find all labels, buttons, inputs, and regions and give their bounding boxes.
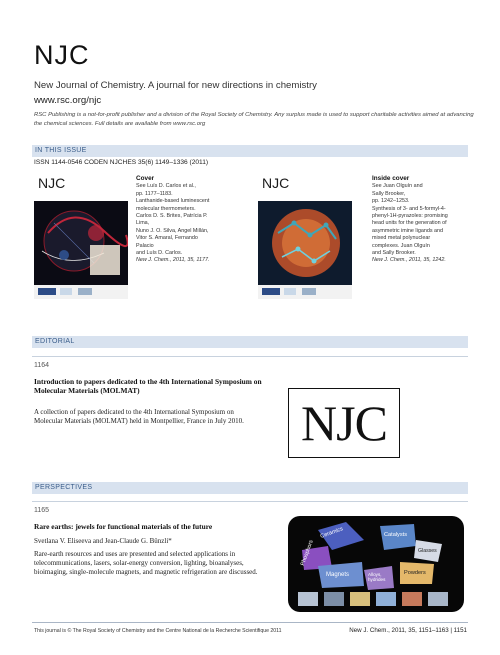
graphic-label: Magnets (326, 572, 350, 578)
inside-cover-line: mixed metal polynuclear (372, 235, 431, 242)
inside-cover-line: Synthesis of 3- and 5-formyl-4- (372, 205, 446, 212)
cover-logo: NJC (38, 175, 66, 191)
issn-line: ISSN 1144-0546 CODEN NJCHES 35(6) 1149–1336 (2011) (34, 159, 209, 166)
inside-cover-image[interactable] (258, 173, 352, 299)
cover-line: Carlos D. S. Brites, Patrícia P. Lima, (136, 213, 208, 227)
section-header-perspectives: PERSPECTIVES (32, 482, 468, 494)
inside-cover-caption (372, 175, 464, 265)
inside-cover-line: New J. Chem., 2011, 35, 1242. (372, 257, 446, 264)
cover-line: molecular thermometers. (136, 205, 196, 212)
inside-cover-line: head units for the generation of (372, 220, 447, 227)
inside-cover-line: Sally Brooker, (372, 190, 406, 197)
inside-cover-line: and Sally Brooker. (372, 250, 416, 257)
cover-line: Nuno J. O. Silva, Angel Millán, (136, 227, 209, 234)
inside-cover-logo: NJC (262, 175, 290, 191)
inside-cover-line[interactable]: See Juan Olguín and (372, 183, 423, 190)
graphic-label: Catalysts (384, 532, 408, 538)
inside-cover-heading: Inside cover (372, 175, 410, 182)
perspectives-page-number: 1165 (34, 507, 50, 514)
inside-cover-artwork (258, 173, 352, 299)
cover-line: Lanthanide-based luminescent (136, 198, 210, 205)
editorial-page-number: 1164 (34, 362, 50, 369)
inside-cover-line: phenyl-1H-pyrazoles: promising (372, 213, 448, 220)
cover-line: and Luís D. Carlos. (136, 250, 183, 257)
perspectives-authors: Svetlana V. Eliseeva and Jean-Claude G. Bünzli* (34, 537, 172, 545)
divider (32, 501, 468, 502)
divider (32, 356, 468, 357)
graphic-label: Phosphors (299, 539, 315, 567)
graphic-label: Ceramics (319, 526, 344, 540)
cover-image[interactable] (34, 173, 128, 299)
njc-logo-text: NJC (301, 395, 387, 451)
rare-earths-graphic (288, 516, 464, 612)
inside-cover-line: complexes. Juan Olguín (372, 242, 430, 249)
inside-cover-line: asymmetric imine ligands and (372, 227, 444, 234)
cover-line: pp. 1177–1183. (136, 190, 173, 197)
section-header-editorial: EDITORIAL (32, 336, 468, 348)
footer-divider (32, 622, 468, 623)
graphic-label: Powders (404, 570, 426, 576)
cover-caption (136, 175, 216, 265)
cover-line: New J. Chem., 2011, 35, 1177. (136, 257, 210, 264)
perspectives-abstract: Rare-earth resources and uses are presented and selected applications in telecommunications, lasers, solar-energy conversion, lighting, bioanalyses, bioimaging, single-molecule magnets, and magnetic refrigeration are discussed. (34, 550, 258, 576)
journal-name: New Journal of Chemistry. A journal for new directions in chemistry (34, 80, 317, 91)
editorial-title-link[interactable]: Introduction to papers dedicated to the 4th International Symposium on Molecular Materials (MOLMAT) (34, 377, 262, 395)
journal-url-link[interactable]: www.rsc.org/njc (34, 95, 102, 106)
cover-artwork (34, 173, 128, 299)
editorial-abstract: A collection of papers dedicated to the 4th International Symposium on Molecular Materials (MOLMAT) held in Montpellier, France in July 2010. (34, 408, 244, 425)
journal-logo: NJC (34, 40, 90, 70)
footer-citation: New J. Chem., 2011, 35, 1151–1163 | 1151 (349, 627, 467, 634)
publisher-blurb: RSC Publishing is a not-for-profit publisher and a division of the Royal Society of Chemistry. Any surplus made is used to support charitable activities aimed at advancing the chemical sciences. Full details are available from www.rsc.org (34, 112, 474, 127)
rare-earths-artwork (288, 516, 464, 612)
cover-line[interactable]: See Luís D. Carlos et al., (136, 183, 196, 190)
perspectives-title-link[interactable]: Rare earths: jewels for functional materials of the future (34, 522, 213, 531)
cover-heading: Cover (136, 175, 155, 182)
footer-copyright: This journal is © The Royal Society of Chemistry and the Centre National de la Recherche Scientifique 2011 (34, 628, 282, 634)
cover-line: Vitor S. Amaral, Fernando Palacio (136, 235, 198, 249)
section-header-in-this-issue: IN THIS ISSUE (32, 145, 468, 157)
graphic-label: Alloys, hydrides (368, 572, 386, 583)
inside-cover-line: pp. 1242–1253. (372, 198, 410, 205)
editorial-njc-logo-graphic (288, 388, 400, 458)
graphic-label: Glasses (418, 548, 437, 554)
